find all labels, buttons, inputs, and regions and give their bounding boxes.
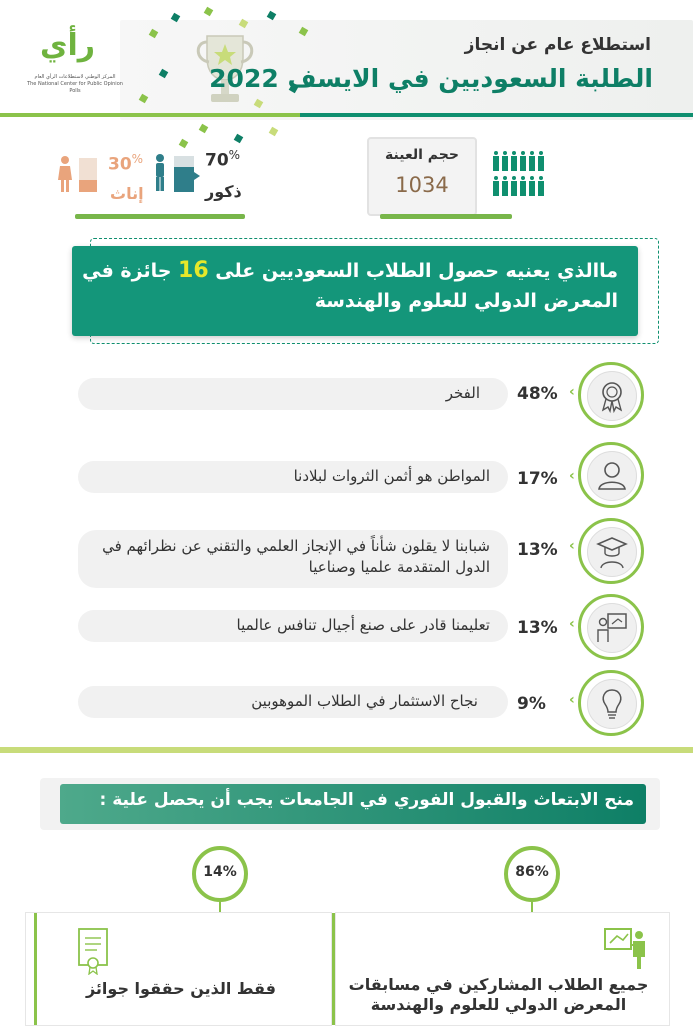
option-card: [335, 912, 670, 1026]
answer-icon-ring: [578, 670, 644, 736]
logo-subtitle: المركز الوطني لاستطلاعات الرأي العام The National Center for Public Opinion Polls: [27, 74, 123, 94]
female-figure-icon: [55, 150, 103, 196]
answer-icon-ring: [578, 362, 644, 428]
gender-underline: [75, 214, 245, 219]
question-number: 16: [178, 258, 209, 283]
presenter-icon: [601, 923, 651, 973]
answer-percent: 13%: [517, 540, 558, 560]
female-percent: 30: [108, 154, 132, 175]
male-percent: 70: [205, 150, 229, 171]
teacher-board-icon: [588, 604, 636, 652]
list-item: الفخر: [78, 378, 508, 410]
option-card: [25, 912, 332, 1026]
graduate-icon: [588, 528, 636, 576]
answer-icon-ring: [578, 518, 644, 584]
female-stat: 30%: [108, 152, 144, 175]
option-text: فقط الذين حققوا جوائز: [85, 979, 277, 998]
answer-percent: 48%: [517, 384, 558, 404]
answer-icon-ring: [578, 594, 644, 660]
header-underline-accent: [300, 113, 693, 117]
lightbulb-icon: [588, 680, 636, 728]
certificate-icon: [71, 925, 117, 975]
logo-wordmark: رأي: [40, 28, 96, 63]
answer-percent: 13%: [517, 618, 558, 638]
section-divider: [0, 747, 693, 753]
person-icon: [588, 452, 636, 500]
male-figure-icon: [150, 150, 202, 196]
list-item: شبابنا لا يقلون شأناً في الإنجاز العلمي والتقني عن نظرائهم في الدول المتقدمة علميا وصناعيا: [78, 530, 508, 588]
award-ribbon-icon: [588, 372, 636, 420]
sample-size-label: حجم العينة: [385, 147, 459, 163]
sample-size-underline: [380, 214, 512, 219]
page-title: الطلبة السعوديين في الايسف 2022: [209, 64, 653, 93]
sample-size-box: [367, 137, 477, 216]
chevron-icon: ‹: [569, 692, 575, 708]
answer-icon-ring: [578, 442, 644, 508]
percent-ring: 14%: [192, 846, 248, 902]
people-group-icon: [492, 148, 548, 198]
section2-title-banner: [60, 784, 646, 824]
chevron-icon: ‹: [569, 384, 575, 400]
section2-title: منح الابتعاث والقبول الفوري في الجامعات يجب أن يحصل علية :: [99, 790, 634, 810]
list-item: نجاح الاستثمار في الطلاب الموهوبين: [78, 686, 508, 718]
answer-percent: 9%: [517, 694, 546, 714]
chevron-icon: ‹: [569, 538, 575, 554]
sample-size-value: 1034: [395, 173, 449, 197]
answer-percent: 17%: [517, 469, 558, 489]
option-text: جميع الطلاب المشاركين في مسابقات المعرض الدولي للعلوم والهندسة: [348, 975, 649, 1014]
percent-ring: 86%: [504, 846, 560, 902]
male-label: ذكور: [205, 182, 242, 201]
male-stat: 70%: [205, 148, 241, 171]
chevron-icon: ‹: [569, 468, 575, 484]
header-kicker: استطلاع عام عن انجاز: [464, 35, 651, 55]
chevron-icon: ‹: [569, 616, 575, 632]
question-banner: [72, 246, 638, 336]
list-item: المواطن هو أثمن الثروات لبلادنا: [78, 461, 508, 493]
list-item: تعليمنا قادر على صنع أجيال تنافس عالميا: [78, 610, 508, 642]
female-label: إناث: [110, 184, 144, 203]
question-text: ماالذي يعنيه حصول الطلاب السعوديين على 16 جائزة في المعرض الدولي للعلوم والهندسة: [82, 258, 618, 312]
